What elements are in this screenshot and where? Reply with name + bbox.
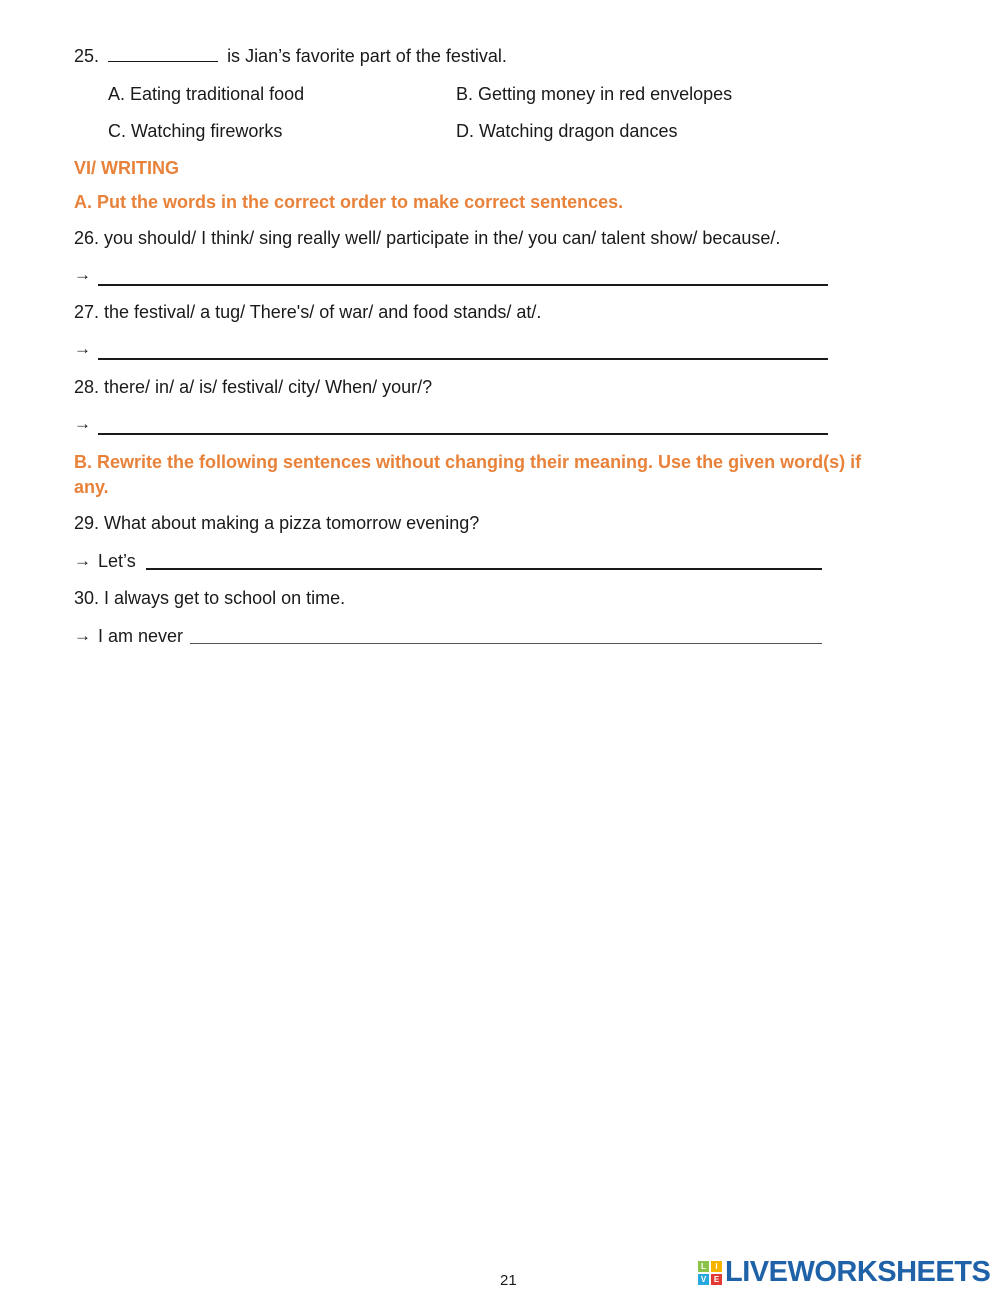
logo-letter-i: I <box>711 1261 722 1272</box>
q25-stem-text: is Jian’s favorite part of the festival. <box>227 46 507 66</box>
logo-text: LIVEWORKSHEETS <box>725 1256 991 1288</box>
q25-number: 25. <box>74 46 100 66</box>
part-b-instruction-line1: B. Rewrite the following sentences without changing their meaning. Use the given word(s) if <box>74 452 862 472</box>
q25-option-b[interactable]: B. Getting money in red envelopes <box>456 84 733 104</box>
q26-prompt: 26. you should/ I think/ sing really well/ participate in the/ you can/ talent show/ because/. <box>74 228 781 248</box>
q26-answer-line[interactable] <box>98 284 828 286</box>
logo-letter-v: V <box>698 1274 709 1285</box>
q28-answer-line[interactable] <box>98 433 828 435</box>
logo-letter-e: E <box>711 1274 722 1285</box>
liveworksheets-logo[interactable] <box>698 1256 990 1289</box>
q29-answer-start: Let’s <box>98 551 136 571</box>
q25-option-a[interactable]: A. Eating traditional food <box>108 84 305 104</box>
q25-option-c[interactable]: C. Watching fireworks <box>108 121 283 141</box>
q28-prompt: 28. there/ in/ a/ is/ festival/ city/ When/ your/? <box>74 377 433 397</box>
q30-answer-start: I am never <box>98 626 184 646</box>
q25-option-d[interactable]: D. Watching dragon dances <box>456 121 678 141</box>
page-number: 21 <box>500 1272 517 1289</box>
q29-prompt: 29. What about making a pizza tomorrow evening? <box>74 513 480 533</box>
q25-blank[interactable] <box>108 47 218 62</box>
q29-answer-line[interactable] <box>146 568 822 570</box>
q26-arrow-icon: → <box>74 265 91 284</box>
section-title: VI/ WRITING <box>74 158 179 178</box>
q27-arrow-icon: → <box>74 339 91 358</box>
part-a-instruction: A. Put the words in the correct order to make correct sentences. <box>74 192 624 212</box>
logo-mark-icon <box>698 1261 722 1285</box>
q28-arrow-icon: → <box>74 414 91 433</box>
q29-arrow-icon: → <box>74 551 91 570</box>
q30-prompt: 30. I always get to school on time. <box>74 588 346 608</box>
q30-answer-line[interactable] <box>190 643 822 644</box>
q27-answer-line[interactable] <box>98 358 828 360</box>
logo-letter-l: L <box>698 1261 709 1272</box>
q25-stem <box>74 45 507 67</box>
q27-prompt: 27. the festival/ a tug/ There's/ of war/ and food stands/ at/. <box>74 302 542 322</box>
q30-arrow-icon: → <box>74 626 91 645</box>
part-b-instruction-line2: any. <box>74 477 109 497</box>
